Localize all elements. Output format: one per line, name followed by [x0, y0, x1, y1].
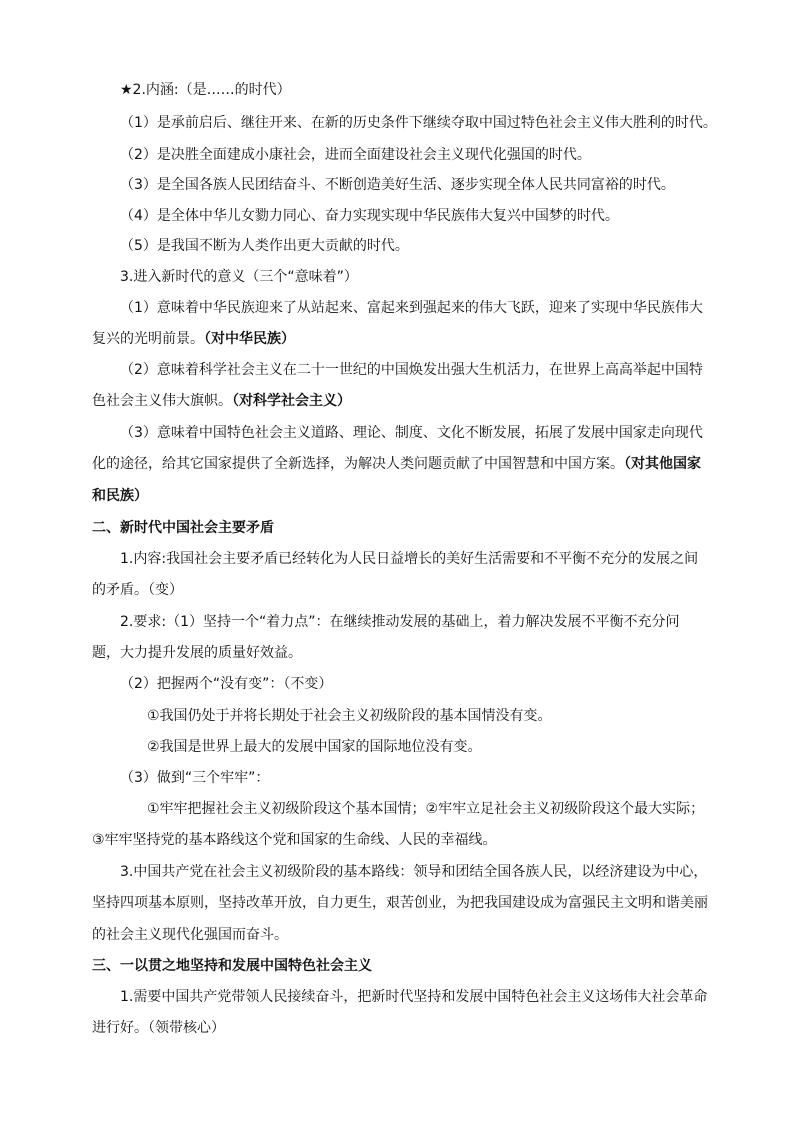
text-line: 和民族）	[92, 488, 148, 504]
text-line	[92, 329, 295, 349]
text-line: 进行好。（领带核心）	[92, 1020, 225, 1036]
text-line: 2.要求:（1）坚持一个“着力点”：在继续推动发展的基础上，着力解决发展不平衡不充分问	[120, 614, 680, 630]
text-line: ③牢牢坚持党的基本路线这个党和国家的生命线、人民的幸福线。	[92, 832, 497, 848]
text-line: （3）是全国各族人民团结奋斗、不断创造美好生活、逐步实现全体人民共同富裕的时代。	[120, 177, 675, 193]
text-line: （3）意味着中国特色社会主义道路、理论、制度、文化不断发展，拓展了发展中国家走向现代	[120, 425, 703, 441]
text-line: 1.需要中国共产党带领人民接续奋斗，把新时代坚持和发展中国特色社会主义这场伟大社会革命	[120, 989, 708, 1005]
text-line: 3.中国共产党在社会主义初级阶段的基本路线：领导和团结全国各族人民，以经济建设为中心，	[120, 864, 708, 880]
section-heading: 三、一以贯之地坚持和发展中国特色社会主义	[92, 958, 372, 974]
text-line: （1）意味着中华民族迎来了从站起来、富起来到强起来的伟大飞跃，迎来了实现中华民族伟大	[120, 300, 703, 316]
text-line: （2）是决胜全面建成小康社会，进而全面建设社会主义现代化强国的时代。	[120, 147, 591, 163]
text-line: 题，大力提升发展的质量好效益。	[92, 645, 302, 661]
text-run-bold: （对其他国家	[624, 456, 701, 472]
text-run-bold: （对科学社会主义）	[232, 393, 351, 409]
text-line: ①牢牢把握社会主义初级阶段这个基本国情；②牢牢立足社会主义初级阶段这个最大实际；	[147, 801, 705, 817]
text-line: 坚持四项基本原则，坚持改革开放，自力更生，艰苦创业，为把我国建设成为富强民主文明和谐美丽	[92, 895, 708, 911]
text-line: （5）是我国不断为人类作出更大贡献的时代。	[120, 238, 409, 254]
text-line: （3）做到“三个牢牢”：	[120, 770, 270, 786]
text-run: 色社会主义伟大旗帜。	[92, 393, 232, 409]
text-line: （4）是全体中华儿女勠力同心、奋力实现实现中华民族伟大复兴中国梦的时代。	[120, 208, 619, 224]
text-run: 复兴的光明前景。	[92, 331, 204, 347]
text-line: ②我国是世界上最大的发展中国家的国际地位没有变。	[147, 739, 482, 755]
text-line	[92, 391, 351, 411]
text-run: 化的途径，给其它国家提供了全新选择，为解决人类问题贡献了中国智慧和中国方案。	[92, 456, 624, 472]
text-line	[92, 454, 701, 474]
text-line: （2）意味着科学社会主义在二十一世纪的中国焕发出强大生机活力，在世界上高高举起中国特	[120, 362, 703, 378]
text-line: 1.内容:我国社会主要矛盾已经转化为人民日益增长的美好生活需要和不平衡不充分的发展之间	[120, 551, 699, 567]
text-line: 的矛盾。（变）	[92, 582, 183, 598]
text-line: 的社会主义现代化强国而奋斗。	[92, 927, 288, 943]
text-line: （2）把握两个“没有变”：（不变）	[120, 676, 333, 692]
section-heading: 二、新时代中国社会主要矛盾	[92, 520, 274, 536]
text-run-bold: （对中华民族）	[204, 331, 295, 347]
text-line: ★2.内涵:（是……的时代）	[120, 82, 291, 98]
text-line: 3.进入新时代的意义（三个“意味着”）	[120, 269, 358, 285]
text-line: ①我国仍处于并将长期处于社会主义初级阶段的基本国情没有变。	[147, 708, 552, 724]
text-line: （1）是承前启后、继往开来、在新的历史条件下继续夺取中国过特色社会主义伟大胜利的时代。	[120, 115, 717, 131]
